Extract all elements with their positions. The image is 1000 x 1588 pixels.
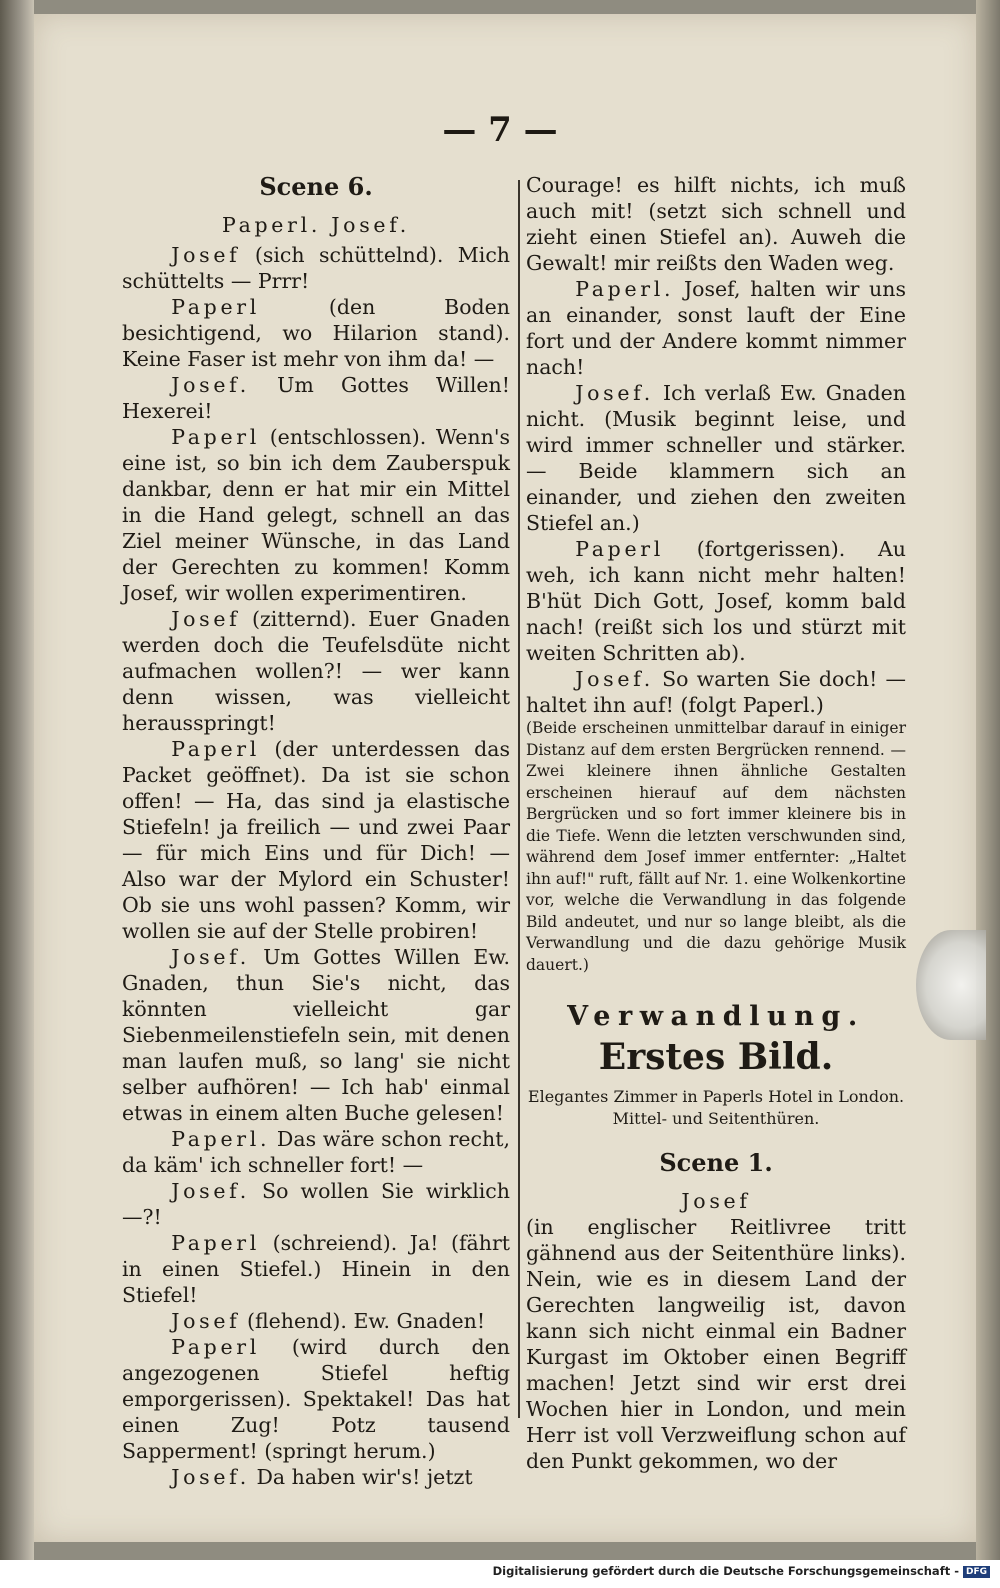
- dialogue-block: [122, 1334, 510, 1464]
- digitization-credit: [0, 1564, 990, 1578]
- scene-cast: Josef: [681, 1189, 751, 1213]
- dialogue-text: (flehend). Ew. Gnaden!: [240, 1309, 486, 1333]
- dialogue-text: (den Boden besichtigend, wo Hilarion stand). Keine Faser ist mehr von ihm da! —: [122, 295, 510, 371]
- dialogue-text: (der unterdessen das Packet geöffnet). Da ist sie schon offen! — Ha, das sind ja elastische Stiefeln! ja freilich — und zwei Paar — für mich Eins und für Dich! — Also war der Mylord ein Schuster! Ob sie uns wohl passen? Komm, wir wollen sie auf der Stelle probiren!: [122, 737, 510, 943]
- speaker-name: Paperl: [575, 537, 665, 561]
- page-clip: [916, 930, 986, 1040]
- setting-description: Elegantes Zimmer in Paperls Hotel in London. Mittel- und Seitenthüren.: [527, 1087, 905, 1128]
- speaker-name: Josef.: [171, 373, 250, 397]
- dialogue-block: [122, 736, 510, 944]
- speaker-name: Josef.: [171, 1179, 250, 1203]
- dialogue-block: [526, 276, 906, 380]
- dialogue-block: [122, 294, 510, 372]
- speaker-name: Paperl: [171, 425, 261, 449]
- right-column: [526, 172, 906, 1474]
- scene-title: Scene 6.: [259, 172, 373, 201]
- dialogue-text: (schreiend). Ja! (fährt in einen Stiefel.) Hinein in den Stiefel!: [122, 1231, 510, 1307]
- dialogue-block: [122, 372, 510, 424]
- dialogue-block: [122, 242, 510, 294]
- dialogue-block: [526, 172, 906, 276]
- tableau-title: Erstes Bild.: [598, 1036, 834, 1078]
- dialogue-block: [526, 666, 906, 718]
- column-divider: [518, 180, 520, 1418]
- dialogue-text: Um Gottes Willen Ew. Gnaden, thun Sie's nicht, das könnten vielleicht gar Siebenmeilenstiefeln sein, mit denen man laufen muß, so lang' sie nicht selber aufhören! — Ich hab' einmal etwas in einem alten Buche gelesen!: [122, 945, 510, 1125]
- speaker-name: Josef.: [575, 667, 654, 691]
- dialogue-block: [122, 424, 510, 606]
- dialogue-text: (sich schüttelnd). Mich schüttelts — Prrr!: [122, 243, 510, 293]
- scene-cast: Paperl. Josef.: [222, 213, 410, 237]
- page-edge: [976, 0, 1000, 1560]
- speaker-name: Josef.: [171, 945, 250, 969]
- speaker-name: Paperl: [171, 737, 261, 761]
- dialogue-text: So wollen Sie wirklich —?!: [122, 1179, 510, 1229]
- dialogue-text: Das wäre schon recht, da käm' ich schneller fort! —: [122, 1127, 510, 1177]
- dialogue-text: Ich verlaß Ew. Gnaden nicht. (Musik beginnt leise, und wird immer schneller und stärker. — Beide klammern sich an einander, und ziehen den zweiten Stiefel an.): [526, 381, 906, 535]
- speaker-name: Paperl: [171, 1335, 261, 1359]
- dialogue-text: (in englischer Reitlivree tritt gähnend aus der Seitenthüre links). Nein, wie es in diesem Land der Gerechten langweilig ist, davon kann sich nicht einmal ein Badner Kurgast im Oktober einen Begriff machen! Jetzt sind wir erst drei Wochen hier in London, und mein Herr ist voll Verzweiflung schon auf den Punkt gekommen, wo der: [526, 1215, 906, 1473]
- stage-direction: (Beide erscheinen unmittelbar darauf in einiger Distanz auf dem ersten Bergrücken rennend. — Zwei kleinere ihnen ähnliche Gestalten erscheinen hierauf auf dem nächsten Bergrücken und so fort immer kleinere bis in die Tiefe. Wenn die letzten verschwunden sind, während dem Josef immer entfernter: „Haltet ihn auf!" ruft, fällt auf Nr. 1. eine Wolkenkortine vor, welche die Verwandlung in das folgende Bild andeutet, und nur so lange bleibt, als die Verwandlung und die dazu gehörige Musik dauert.): [526, 719, 906, 974]
- dialogue-block: [526, 536, 906, 666]
- dialogue-block: [122, 1178, 510, 1230]
- dialogue-block: [122, 1464, 510, 1490]
- speaker-name: Josef: [171, 1309, 241, 1333]
- left-column: [122, 172, 510, 1490]
- scene-title: Scene 1.: [659, 1148, 773, 1177]
- dfg-logo: DFG: [963, 1566, 990, 1578]
- dialogue-text: (wird durch den angezogenen Stiefel heftig emporgerissen). Spektakel! Das hat einen Zug! Potz tausend Sapperment! (springt herum.): [122, 1335, 510, 1463]
- speaker-name: Josef: [171, 607, 241, 631]
- dialogue-text: (zitternd). Euer Gnaden werden doch die Teufelsdüte nicht aufmachen wollen?! — wer kann denn wissen, was vielleicht herausspringt!: [122, 607, 510, 735]
- dialogue-list: [526, 172, 906, 718]
- dialogue-block: [526, 380, 906, 536]
- dialogue-block: [122, 944, 510, 1126]
- dialogue-block: [122, 1126, 510, 1178]
- speaker-name: Paperl: [171, 295, 261, 319]
- dialogue-text: Josef, halten wir uns an einander, sonst lauft der Eine fort und der Andere kommt nimmer nach!: [526, 277, 906, 379]
- speaker-name: Josef.: [575, 381, 654, 405]
- speaker-name: Josef.: [171, 1465, 250, 1489]
- speaker-name: Paperl: [171, 1231, 261, 1255]
- dialogue-text: Courage! es hilft nichts, ich muß auch mit! (setzt sich schnell und zieht einen Stiefel an). Auweh die Gewalt! mir reißts den Waden weg.: [526, 173, 906, 275]
- speaker-name: Paperl.: [171, 1127, 271, 1151]
- speaker-name: Paperl.: [575, 277, 675, 301]
- speaker-name: Josef: [171, 243, 241, 267]
- dialogue-text: (entschlossen). Wenn's eine ist, so bin ich dem Zauberspuk dankbar, denn er hat mir ein Mittel in die Hand gelegt, schnell an das Ziel meiner Wünsche, in das Land der Gerechten zu kommen! Komm Josef, wir wollen experimentiren.: [122, 425, 510, 605]
- transformation-heading: Verwandlung.: [567, 1001, 865, 1032]
- dialogue-block: [122, 1308, 510, 1334]
- dialogue-text: Da haben wir's! jetzt: [249, 1465, 473, 1489]
- dialogue-block: [122, 1230, 510, 1308]
- dialogue-text: Um Gottes Willen! Hexerei!: [122, 373, 510, 423]
- credit-text: Digitalisierung gefördert durch die Deutsche Forschungsgemeinschaft -: [492, 1564, 959, 1578]
- page-number: — 7 —: [442, 110, 558, 150]
- dialogue-block: [122, 606, 510, 736]
- dialogue-list: [122, 242, 510, 1490]
- dialogue-text: (fortgerissen). Au weh, ich kann nicht mehr halten! B'hüt Dich Gott, Josef, komm bald nach! (reißt sich los und stürzt mit weiten Schritten ab).: [526, 537, 906, 665]
- book-spine: [0, 0, 34, 1560]
- dialogue-text: So warten Sie doch! — haltet ihn auf! (folgt Paperl.): [526, 667, 906, 717]
